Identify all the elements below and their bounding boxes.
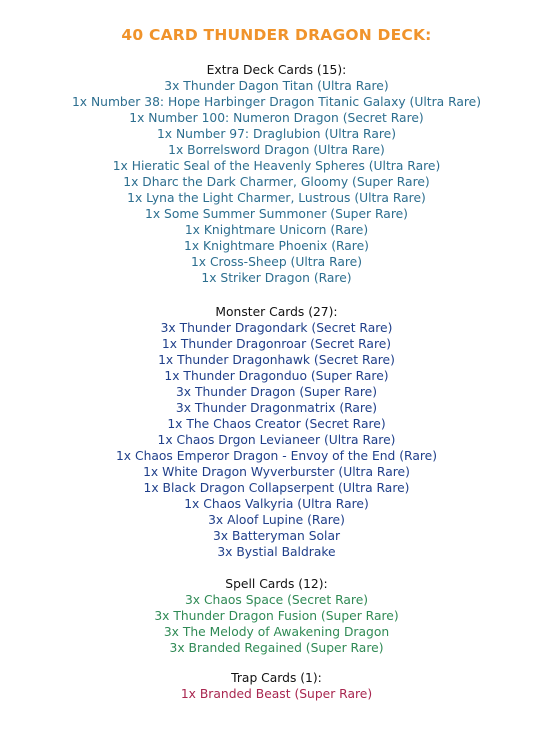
card-entry: 1x Borrelsword Dragon (Ultra Rare) [168,143,385,157]
section-heading: Monster Cards (27): [215,305,338,319]
card-entry: 3x Thunder Dragondark (Secret Rare) [160,321,393,335]
section-heading: Spell Cards (12): [225,577,328,591]
card-list [0,592,553,656]
section-heading: Extra Deck Cards (15): [206,63,347,77]
card-entry: 1x Dharc the Dark Charmer, Gloomy (Super Rare) [123,175,430,189]
extra-deck-section [0,62,553,286]
card-entry: 1x Thunder Dragonduo (Super Rare) [164,369,389,383]
card-entry: 3x Aloof Lupine (Rare) [208,513,345,527]
card-entry: 3x Thunder Dragonmatrix (Rare) [175,401,378,415]
card-entry: 1x Black Dragon Collapserpent (Ultra Rare) [143,481,410,495]
card-entry: 1x White Dragon Wyverburster (Ultra Rare) [143,465,410,479]
card-entry: 1x Number 38: Hope Harbinger Dragon Titanic Galaxy (Ultra Rare) [71,95,482,109]
card-entry: 1x The Chaos Creator (Secret Rare) [167,417,386,431]
card-entry: 1x Thunder Dragonroar (Secret Rare) [161,337,392,351]
card-entry: 1x Knightmare Unicorn (Rare) [184,223,369,237]
card-entry: 1x Chaos Drgon Levianeer (Ultra Rare) [157,433,396,447]
card-entry: 3x Thunder Dagon Titan (Ultra Rare) [164,79,389,93]
card-entry: 1x Lyna the Light Charmer, Lustrous (Ultra Rare) [127,191,426,205]
card-list [0,78,553,286]
card-entry: 1x Knightmare Phoenix (Rare) [184,239,369,253]
card-entry: 3x Branded Regained (Super Rare) [169,641,384,655]
card-entry: 1x Number 100: Numeron Dragon (Secret Rare) [129,111,424,125]
monster-section [0,304,553,560]
card-entry: 3x Thunder Dragon Fusion (Super Rare) [154,609,399,623]
card-entry: 3x Chaos Space (Secret Rare) [184,593,369,607]
trap-section [0,670,553,702]
card-entry: 1x Striker Dragon (Rare) [201,271,352,285]
section-heading: Trap Cards (1): [231,671,322,685]
card-entry: 1x Some Summer Summoner (Super Rare) [145,207,408,221]
deck-title: 40 CARD THUNDER DRAGON DECK: [121,26,432,44]
card-entry: 3x The Melody of Awakening Dragon [163,625,390,639]
card-entry: 3x Bystial Baldrake [217,545,336,559]
card-entry: 1x Branded Beast (Super Rare) [180,687,373,701]
spell-section [0,576,553,656]
card-entry: 1x Thunder Dragonhawk (Secret Rare) [158,353,395,367]
card-entry: 1x Hieratic Seal of the Heavenly Spheres (Ultra Rare) [112,159,441,173]
card-entry: 1x Chaos Emperor Dragon - Envoy of the End (Rare) [115,449,438,463]
card-entry: 1x Chaos Valkyria (Ultra Rare) [184,497,369,511]
card-list [0,320,553,560]
card-list [0,686,553,702]
card-entry: 1x Number 97: Draglubion (Ultra Rare) [156,127,397,141]
card-entry: 1x Cross-Sheep (Ultra Rare) [190,255,363,269]
card-entry: 3x Thunder Dragon (Super Rare) [175,385,378,399]
card-entry: 3x Batteryman Solar [212,529,341,543]
